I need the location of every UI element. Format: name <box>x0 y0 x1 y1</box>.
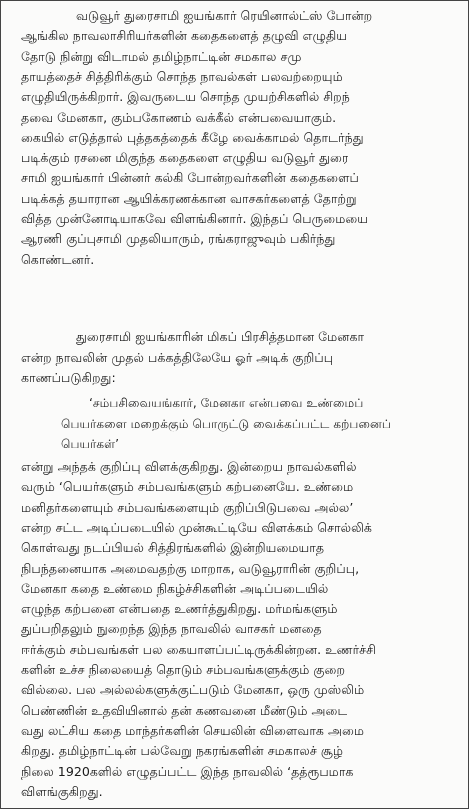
paragraph1-line: வித்த முன்னோடியாகவே விளங்கினார். இந்தப் பெருமையை <box>21 211 369 226</box>
paragraph1-line: ஆங்கில நாவலாசிரியர்களின் கதைகளைத் தழுவி எழுதிய <box>21 28 348 44</box>
paragraph3-line: துப்பறிதலும் நுறைந்த இந்த நாவலில் வாசகர் மனதை <box>21 621 322 637</box>
paragraph3-line: நிலை 1920களில் எழுதப்பட்ட இந்த நாவலில் ‘தத்ரூபமாக <box>21 763 354 779</box>
paragraph1-line: கொண்டனர். <box>21 251 95 267</box>
paragraph3-line: பெண்ணின் உதவியினால் தன் கணவனை மீண்டும் அடை <box>21 702 348 718</box>
paragraph3-line: வரும் ‘பெயர்களும் சம்பவங்களும் கற்பனையே. உண்மை <box>21 479 354 495</box>
paragraph3-line: களின் உச்ச நிலையைத் தொடும் சம்பவங்களுக்கும் குறை <box>21 662 346 677</box>
paragraph1-line: ஆரணி குப்புசாமி முதலியாரும், ரங்கராஜுவும் பகிர்ந்து <box>21 231 336 247</box>
paragraph3-line: என்ற சட்ட அடிப்படையில் முன்கூட்டியே விளக்கம் சொல்லிக் <box>21 519 372 535</box>
paragraph3-line: வது லட்சிய கதை மாந்தர்களின் செயலின் விளைவாக அமை <box>21 722 365 738</box>
paragraph1-line: படிக்கத் தயாரான ஆயிக்கரணக்கான வாசகர்களைத் தோற்று <box>21 190 357 206</box>
paragraph2-line: துரைசாமி ஐயங்காரின் மிகப் பிரசித்தமான மேனகா <box>76 329 365 344</box>
paragraph1-line: கையில் எடுத்தால் புத்தகத்தைக் கீழே வைக்காமல் தொடர்ந்து <box>21 129 364 145</box>
quote-line: ‘சம்பசிவையங்கார், மேனகா என்பவை உண்மைப் <box>89 396 364 410</box>
paragraph1-line: தவை மேனகா, கும்பகோணம் வக்கீல் என்பவையாகும். <box>21 109 337 125</box>
paragraph3-line: மனிதர்களையும் சம்பவங்களையும் குறிப்பிடுபவை அல்ல’ <box>21 499 354 515</box>
paragraph3-line: என்று அந்தக் குறிப்பு விளக்குகிறது. இன்றைய நாவல்களில் <box>21 459 357 474</box>
paragraph1-line: வடுவூர் துரைசாமி ஐயங்கார் ரெயினால்ட்ஸ் போன்ற <box>76 8 373 23</box>
paragraph3-line: நிபந்தனையாக அமைவதற்கு மாறாக, வடுவூராரின் குறிப்பு, <box>21 560 360 576</box>
quote-line: பெயர்களை மறைக்கும் பொருட்டு வைக்கப்பட்ட கற்பனைப் <box>61 416 391 431</box>
paragraph3-line: கிறது. தமிழ்நாட்டின் பல்வேறு நகரங்களின் சமகாலச் சூழ் <box>21 743 344 759</box>
paragraph1-line: தாயத்தைச் சித்திரிக்கும் சொந்த நாவல்கள் பலவற்றையும் <box>21 68 343 84</box>
paragraph3-line: மேனகா கதை உண்மை நிகழ்ச்சிகளின் அடிப்படையில் <box>21 580 329 596</box>
paragraph3-line: விளங்குகிறது. <box>21 783 103 799</box>
paragraph3-line: எழுந்த கற்பனை என்பதை உணர்த்துகிறது. மர்மங்களும் <box>21 601 338 617</box>
paragraph3-line: ஈர்க்கும் சம்பவங்கள் பல கையாளப்பட்டிருக்கின்றன. உணர்ச்சி <box>21 641 377 657</box>
paragraph1-line: படிக்கும் ரசனை மிகுந்த கதைகளை எழுதிய வடுவூர் துரை <box>21 150 349 166</box>
quote-line: பெயர்கள்’ <box>61 437 120 451</box>
paragraph1-line: தோடு நின்று விடாமல் தமிழ்நாட்டின் சமகால சமு <box>21 48 302 64</box>
paragraph2-line: என்ற நாவலின் முதல் பக்கத்திலேயே ஓர் அடிக் குறிப்பு <box>21 349 334 365</box>
paragraph3-line: வில்லை. பல அல்லல்களுக்குட்படும் மேனகா, ஒரு முஸ்லிம் <box>21 682 365 698</box>
paragraph1-line: எழுதியிருக்கிறார். இவருடைய சொந்த முயற்சிகளில் சிறந் <box>21 89 350 105</box>
paragraph2-line: காணப்படுகிறது: <box>21 370 116 385</box>
paragraph3-line: கொள்வது நடப்பியல் சித்திரங்களில் இன்றியமையாத <box>21 540 325 556</box>
paragraph1-line: சாமி ஐயங்கார் பின்னர் கல்கி போன்றவர்களின் கதைகளைப் <box>21 170 359 186</box>
